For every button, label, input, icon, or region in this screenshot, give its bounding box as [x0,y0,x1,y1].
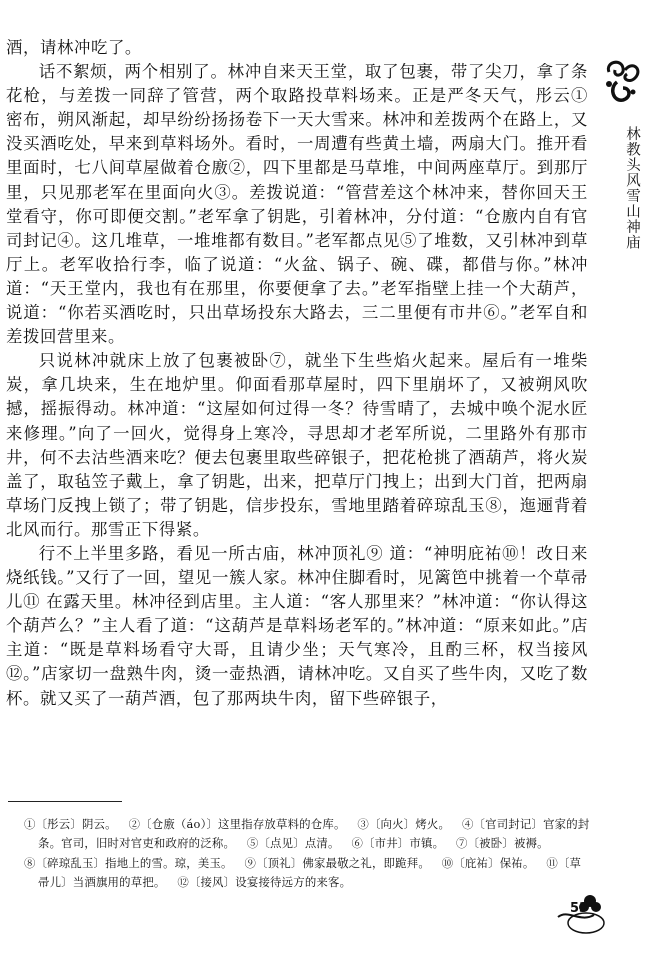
paragraph: 行不上半里多路，看见一所古庙，林冲顶礼⑨ 道：“神明庇祐⑩！改日来烧纸钱。”又行了一回，望见一簇人家。林冲住脚看时，见篱笆中挑着一个草帚儿⑪ 在露天里。林冲径到店里。主人道：“客人那里来？”林冲道：“你认得这个葫芦么？”主人看了道：“这葫芦是草料场老军的。”林冲道：“原来如此。”店主道：“既是草料场看守大哥，且请少坐；天气寒冷，且酌三杯，权当接风⑫。”店家切一盘熟牛肉，烫一壶热酒，请林冲吃。又自买了些牛肉，又吃了数杯。就又买了一葫芦酒，包了那两块牛肉，留下些碎银子， [6,543,588,708]
footnote: ⑤〔点见〕点清。 [246,836,340,851]
footnote: ⑩〔庇祐〕保祐。 [441,855,535,870]
footnote: ⑦〔被卧〕被褥。 [456,836,549,851]
paragraph: 酒，请林冲吃了。 [6,38,142,57]
footnote-row [24,834,614,853]
footnote: ④〔官司封记〕官家的封 [461,817,590,831]
footnote-divider [8,801,122,802]
flourish-ornament-icon [603,58,643,110]
footnote: ⑨〔顶礼〕佛家最敬之礼，即跪拜。 [244,855,430,870]
footnote: 帚儿〕当酒旗用的草把。 [38,874,166,889]
footnotes [24,815,614,892]
paragraph: 话不絮烦，两个相别了。林冲自来天王堂，取了包裹，带了尖刀，拿了条花枪，与差拨一同辞了管营，两个取路投草料场来。正是严冬天气，彤云① 密布，朔风渐起，却早纷纷扬扬卷下一天大雪来。林冲和差拨两个在路上，又没买酒吃处，早来到草料场外。看时，一周遭有些黄土墙，两扇大门。推开看里面时，七八间草屋做着仓廒②，四下里都是马草堆，中间两座草厅。到那厅里，只见那老军在里面向火③。差拨说道：“管营差这个林冲来，替你回天王堂看守，你可即便交割。”老军拿了钥匙，引着林冲，分付道：“仓廒内自有官司封记④。这几堆草，一堆堆都有数目。”老军都点见⑤了堆数，又引林冲到草厅上。老军收拾行李，临了说道：“火盆、锅子、碗、碟，都借与你。”林冲道：“天王堂内，我也有在那里，你要便拿了去。”老军指壁上挂一个大葫芦，说道：“你若买酒吃时，只出草场投东大路去，三二里便有市井⑥。”老军自和差拨回营里来。 [6,62,588,347]
main-text [6,36,588,711]
footnote: ①〔彤云〕阴云。 [24,817,117,831]
footnote-row [24,873,614,892]
footnote-row [24,815,614,834]
footnote: ③〔向火〕烤火。 [357,817,451,831]
footnote: ⑧〔碎琼乱玉〕指地上的雪。琼，美玉。 [24,855,233,870]
page-number-badge [550,887,614,939]
footnote-row [24,854,614,873]
footnote: ⑫〔接风〕设宴接待远方的来客。 [177,874,352,889]
footnote: ⑥〔市井〕市镇。 [351,836,445,851]
footnote: ②〔仓廒（áo）〕这里指存放草料的仓库。 [128,817,346,831]
footnote: ⑪〔草 [546,855,582,870]
chapter-side-title: 林教头风雪山神庙 [624,126,640,250]
paragraph: 只说林冲就床上放了包裹被卧⑦，就坐下生些焰火起来。屋后有一堆柴炭，拿几块来，生在地炉里。仰面看那草屋时，四下里崩坏了，又被朔风吹撼，摇振得动。林冲道：“这屋如何过得一冬？待雪晴了，去城中唤个泥水匠来修理。”向了一回火，觉得身上寒冷，寻思却才老军所说，二里路外有那市井，何不去沽些酒来吃？便去包裹里取些碎银子，把花枪挑了酒葫芦，将火炭盖了，取毡笠子戴上，拿了钥匙，出来，把草厅门拽上；出到大门首，把两扇草场门反拽上锁了；带了钥匙，信步投东，雪地里踏着碎琼乱玉⑧，迤逦背着北风而行。那雪正下得紧。 [6,351,588,539]
footnote: 条。官司，旧时对官吏和政府的泛称。 [38,836,236,851]
page-number: 53 [570,901,589,916]
